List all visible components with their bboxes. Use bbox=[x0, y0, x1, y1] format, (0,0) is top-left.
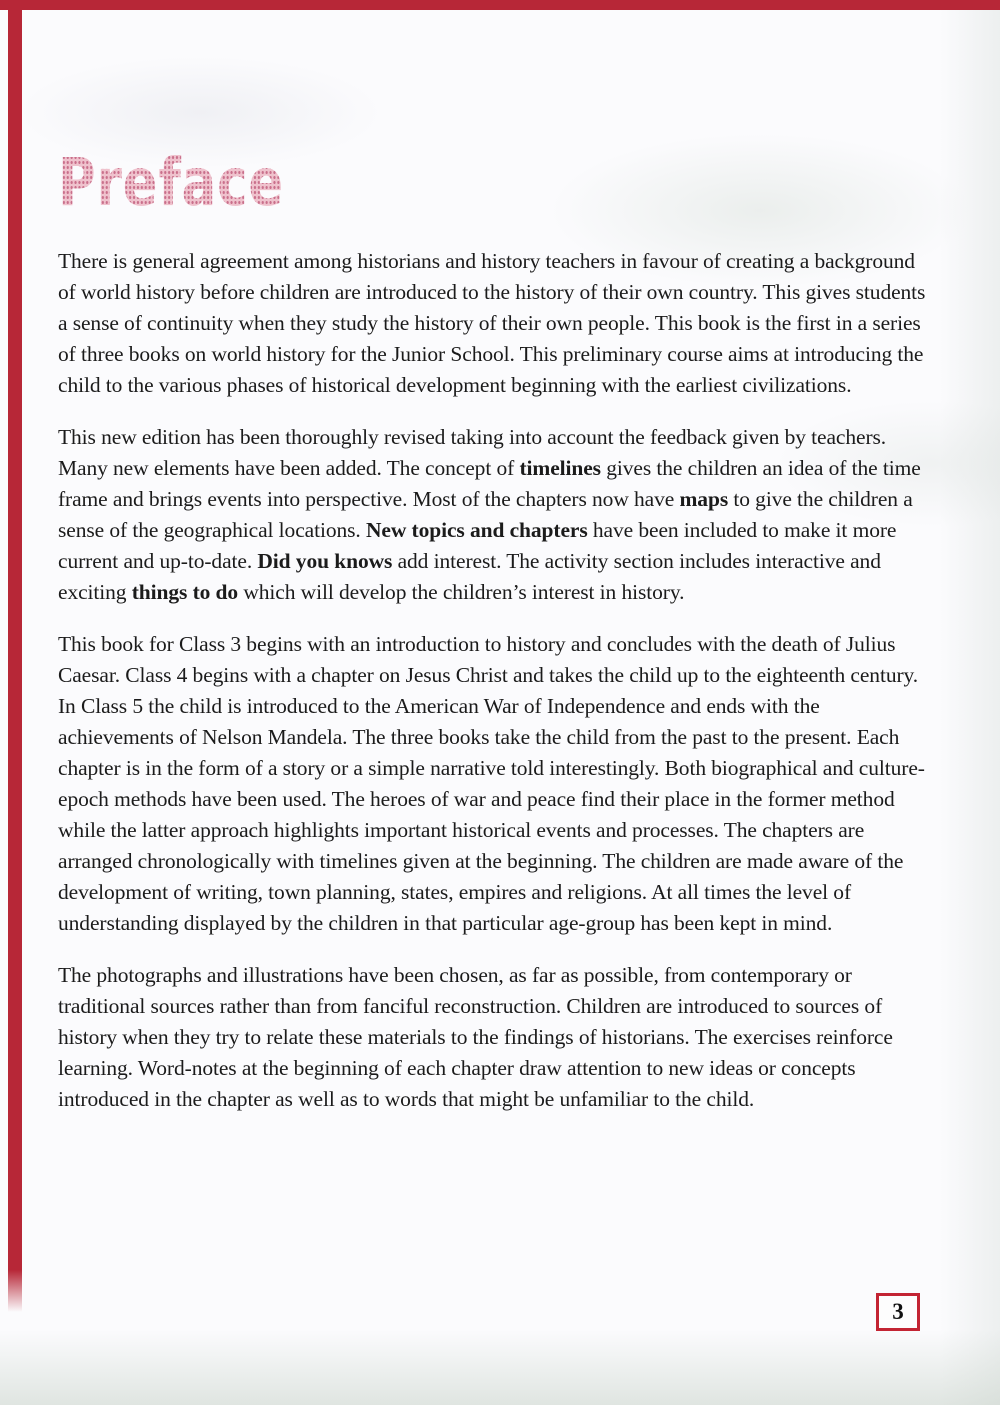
preface-paragraphs bbox=[58, 246, 933, 1115]
paragraph bbox=[58, 422, 933, 608]
text-run: This new edition has been thoroughly revised taking into account the feedback given by teachers. Many new elements have been added. The concept of bbox=[58, 425, 887, 480]
paragraph bbox=[58, 246, 933, 401]
preface-content bbox=[58, 0, 933, 1136]
bold-phrase: timelines bbox=[519, 456, 601, 480]
paragraph bbox=[58, 629, 933, 939]
text-run: add interest. The activity section includes interactive and exciting bbox=[58, 549, 881, 604]
paragraph bbox=[58, 960, 933, 1115]
scan-edge-left bbox=[8, 0, 22, 1312]
text-run: have been included to make it more current and up-to-date. bbox=[58, 518, 897, 573]
page-number: 3 bbox=[892, 1299, 904, 1324]
page-title: Preface bbox=[58, 150, 741, 216]
bold-phrase: New topics and chapters bbox=[365, 518, 588, 542]
text-run: to give the children a sense of the geographical locations. bbox=[58, 487, 913, 542]
bold-phrase: maps bbox=[679, 487, 729, 511]
bold-phrase: Did you knows bbox=[257, 549, 393, 573]
page-number-box bbox=[876, 1293, 920, 1331]
bold-phrase: things to do bbox=[131, 580, 239, 604]
text-run: The photographs and illustrations have been chosen, as far as possible, from contemporary or traditional sources rather than from fanciful reconstruction. Children are introduced to sources of history when they try to relate these materials to the findings of historians. The exercises reinforce learning. Word-notes at the beginning of each chapter draw attention to new ideas or concepts introduced in the chapter as well as to words that might be unfamiliar to the child. bbox=[58, 963, 893, 1111]
text-run: which will develop the children’s interest in history. bbox=[238, 580, 685, 604]
text-run: This book for Class 3 begins with an introduction to history and concludes with the death of Julius Caesar. Class 4 begins with a chapter on Jesus Christ and takes the child up to the eighteenth century. In Class 5 the child is introduced to the American War of Independence and ends with the achievements of Nelson Mandela. The three books take the child from the past to the present. Each chapter is in the form of a story or a simple narrative told interestingly. Both biographical and culture-epoch methods have been used. The heroes of war and peace find their place in the former method while the latter approach highlights important historical events and processes. The chapters are arranged chronologically with timelines given at the beginning. The children are made aware of the development of writing, town planning, states, empires and religions. At all times the level of understanding displayed by the children in that particular age-group has been kept in mind. bbox=[58, 632, 925, 935]
text-run: There is general agreement among historians and history teachers in favour of creating a background of world history before children are introduced to the history of their own country. This gives students a sense of continuity when they study the history of their own people. This book is the first in a series of three books on world history for the Junior School. This preliminary course aims at introducing the child to the various phases of historical development beginning with the earliest civilizations. bbox=[58, 249, 926, 397]
text-run: gives the children an idea of the time frame and brings events into perspective. Most of the chapters now have bbox=[58, 456, 921, 511]
